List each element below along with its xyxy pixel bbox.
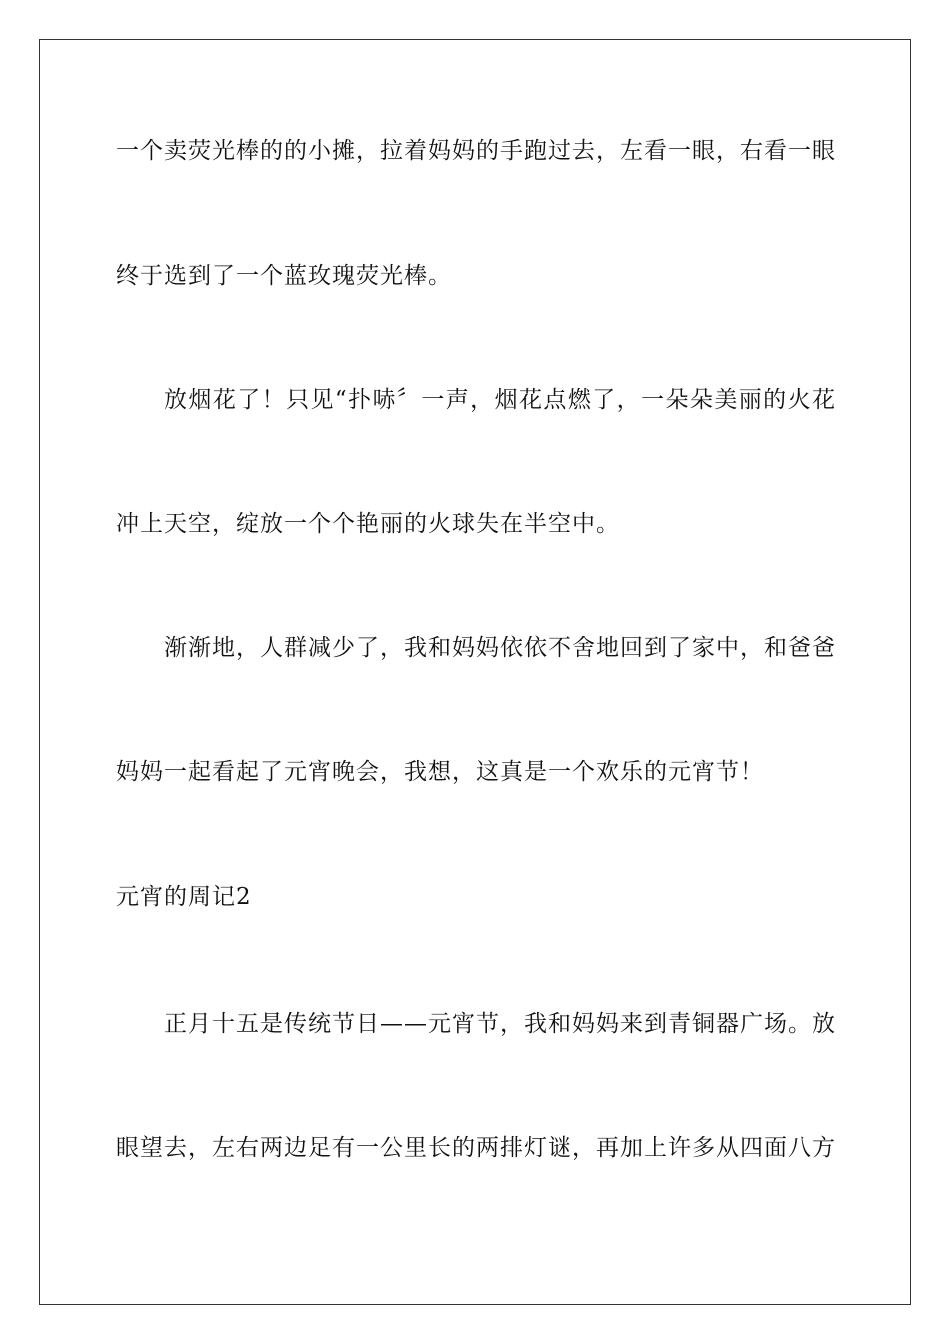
section-heading: 元宵的周记2 [116,884,252,910]
paragraph-line: 正月十五是传统节日——元宵节，我和妈妈来到青铜器广场。放 [164,1011,836,1037]
paragraph-line: 放烟花了！只见“扑哧〞一声，烟花点燃了，一朵朵美丽的火花 [164,387,836,413]
page-border [39,39,911,1305]
paragraph-line: 终于选到了一个蓝玫瑰荧光棒。 [116,263,452,289]
paragraph-line: 眼望去，左右两边足有一公里长的两排灯谜，再加上许多从四面八方 [116,1135,836,1161]
paragraph-line: 渐渐地，人群减少了，我和妈妈依依不舍地回到了家中，和爸爸 [164,635,836,661]
paragraph-line: 冲上天空，绽放一个个艳丽的火球失在半空中。 [116,511,620,537]
paragraph-line: 妈妈一起看起了元宵晚会，我想，这真是一个欢乐的元宵节！ [116,759,764,785]
paragraph-line: 一个卖荧光棒的的小摊，拉着妈妈的手跑过去，左看一眼，右看一眼 [116,138,836,164]
